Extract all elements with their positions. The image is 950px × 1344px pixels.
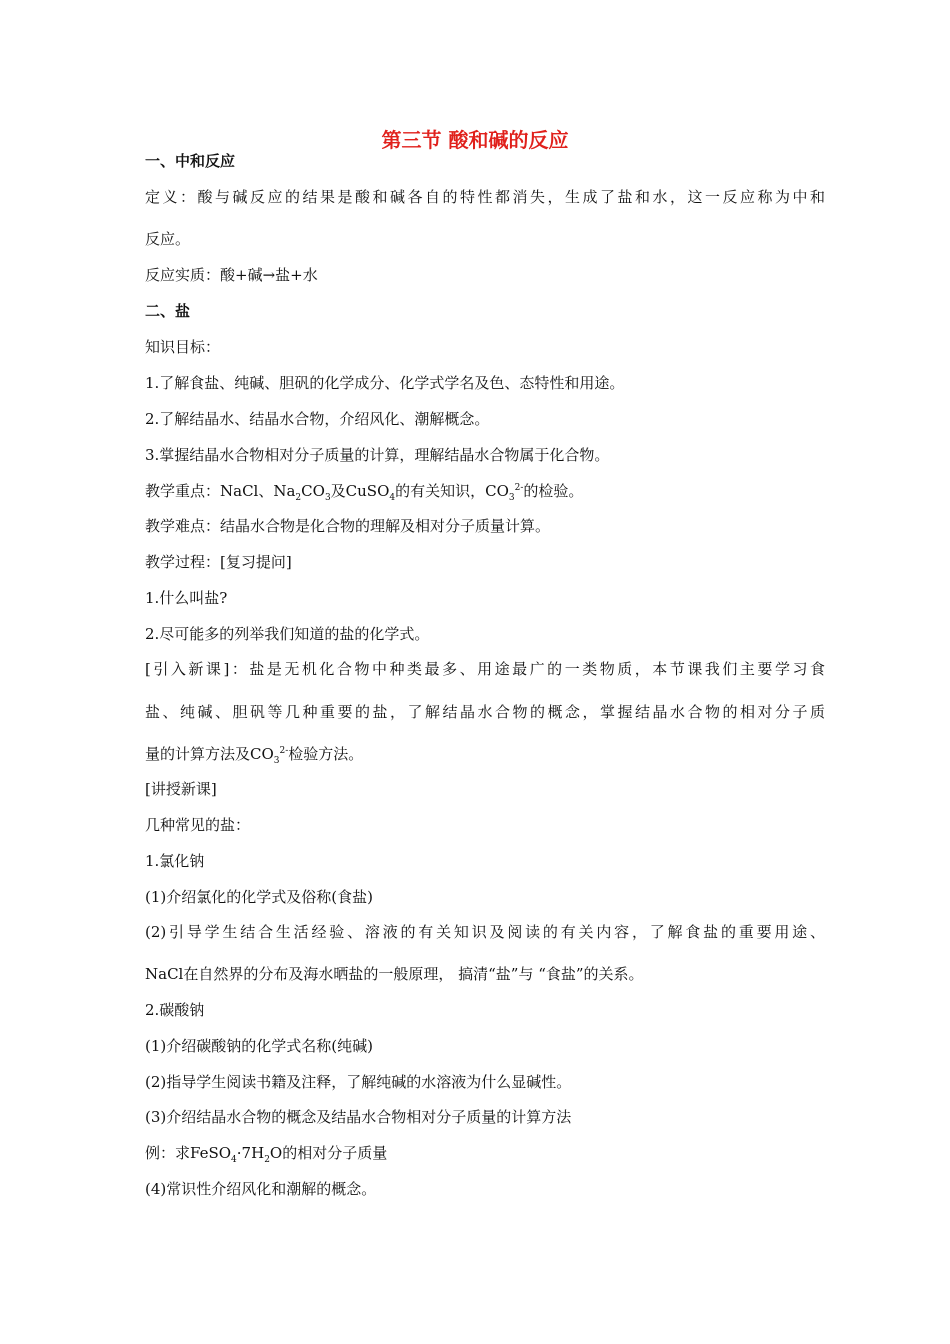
definition-line-2: 反应。 xyxy=(145,230,191,248)
na2co3-point-1: (1)介绍碳酸钠的化学式名称(纯碱) xyxy=(145,1037,373,1055)
na2co3-title: 2.碳酸钠 xyxy=(145,1001,205,1019)
teaching-difficulty: 教学难点：结晶水合物是化合物的理解及相对分子质量计算。 xyxy=(145,517,551,535)
goal-3: 3.掌握结晶水合物相对分子质量的计算，理解结晶水合物属于化合物。 xyxy=(145,446,610,464)
section-heading-neutralization: 一、中和反应 xyxy=(145,152,236,170)
reaction-essence: 反应实质：酸+碱→盐+水 xyxy=(145,266,318,284)
teaching-key-points: 教学重点：NaCl、$Na_2CO_3$及CuSO$_4$的有关知识，$CO_3^{2-}$的检验。 xyxy=(145,482,584,503)
review-question-1: 1.什么叫盐? xyxy=(145,589,228,607)
knowledge-goals-label: 知识目标： xyxy=(145,338,221,356)
intro-line-2: 盐、纯碱、胆矾等几种重要的盐，了解结晶水合物的概念，掌握结晶水合物的相对分子质 xyxy=(145,703,825,721)
document-title: 第三节 酸和碱的反应 xyxy=(381,128,569,152)
nacl-point-2-cont: NaCl在自然界的分布及海水晒盐的一般原理， 搞清“盐”与 “食盐”的关系。 xyxy=(145,965,644,983)
review-question-2: 2.尽可能多的列举我们知道的盐的化学式。 xyxy=(145,625,430,643)
nacl-title: 1.氯化钠 xyxy=(145,852,205,870)
teaching-process: 教学过程：[复习提问] xyxy=(145,553,292,571)
common-salts-label: 几种常见的盐： xyxy=(145,816,251,834)
goal-2: 2.了解结晶水、结晶水合物，介绍风化、潮解概念。 xyxy=(145,410,490,428)
section-heading-salt: 二、盐 xyxy=(145,302,191,320)
na2co3-point-3: (3)介绍结晶水合物的概念及结晶水合物相对分子质量的计算方法 xyxy=(145,1108,572,1126)
example-line: 例：求$FeSO_4\cdot 7H_2O$的相对分子质量 xyxy=(145,1144,388,1165)
new-lesson-label: [讲授新课] xyxy=(145,780,217,798)
definition-line-1: 定义：酸与碱反应的结果是酸和碱各自的特性都消失，生成了盐和水，这一反应称为中和 xyxy=(145,188,825,206)
nacl-point-1: (1)介绍氯化的化学式及俗称(食盐) xyxy=(145,888,373,906)
na2co3-point-4: (4)常识性介绍风化和潮解的概念。 xyxy=(145,1180,377,1198)
intro-line-1: [引入新课]：盐是无机化合物中种类最多、用途最广的一类物质，本节课我们主要学习食 xyxy=(145,660,825,678)
na2co3-point-2: (2)指导学生阅读书籍及注释，了解纯碱的水溶液为什么显碱性。 xyxy=(145,1073,572,1091)
goal-1: 1.了解食盐、纯碱、胆矾的化学成分、化学式学名及色、态特性和用途。 xyxy=(145,374,625,392)
intro-line-3: 量的计算方法及$CO_3^{2-}$检验方法。 xyxy=(145,745,364,766)
nacl-point-2: (2)引导学生结合生活经验、溶液的有关知识及阅读的有关内容，了解食盐的重要用途、 xyxy=(145,923,825,941)
